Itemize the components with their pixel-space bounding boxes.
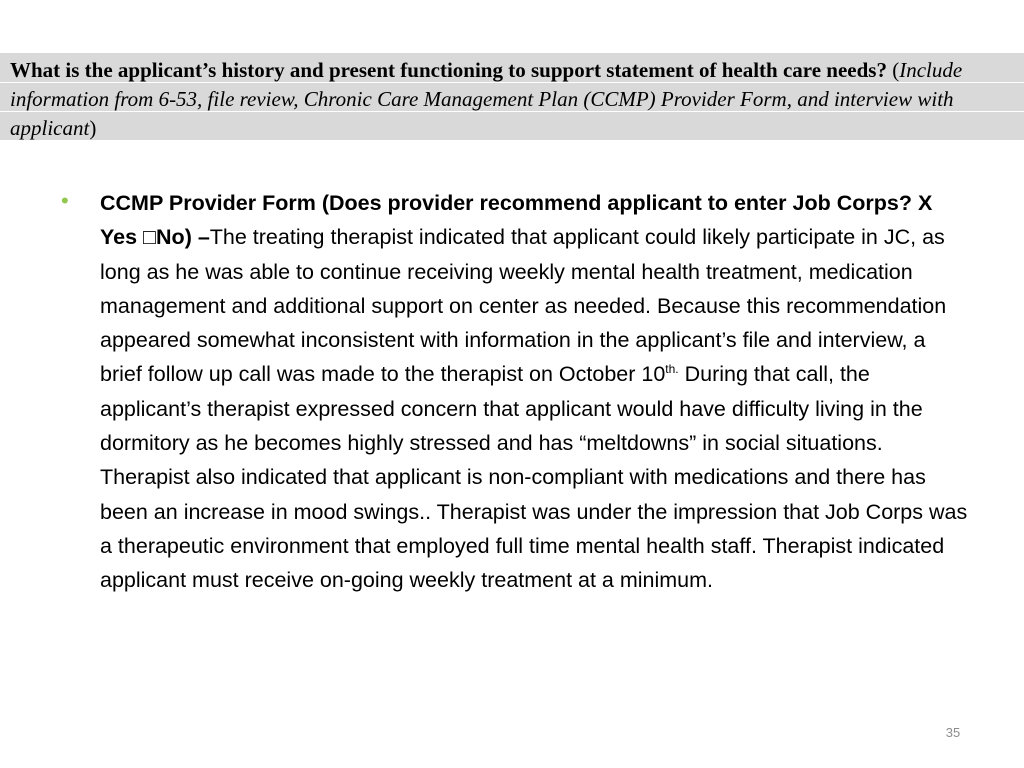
- date-superscript: th.: [665, 362, 679, 377]
- provider-form-lead: CCMP Provider Form (Does provider recommend applicant to enter Job Corps? X Yes □No) –: [100, 191, 933, 250]
- question-paren-close: ): [89, 116, 97, 140]
- question-instructions: Include information from 6-53, file review, Chronic Care Management Plan (CCMP) Provider Form, and interview with applicant: [10, 58, 963, 140]
- question-paren-open: (: [886, 58, 900, 82]
- page-number: 35: [945, 725, 961, 740]
- paragraph-text-part1: The treating therapist indicated that applicant could likely participate in JC, as long as he was able to continue receiving weekly mental health treatment, medication management and additional support on center as needed. Because this recommendation appeared somewhat inconsistent with information in the applicant’s file and interview, a brief follow up call was made to the therapist on October 10: [100, 225, 947, 387]
- question-header: [10, 56, 1010, 143]
- bullet-paragraph: [100, 186, 970, 598]
- paragraph-text-part2: During that call, the applicant’s therapist expressed concern that applicant would have difficulty living in the dormitory as he becomes highly stressed and has “meltdowns” in social situations. Therapist also indicated that applicant is non-compliant with medications and there has been an increase in mood swings.. Therapist was under the impression that Job Corps was a therapeutic environment that employed full time mental health staff. Therapist indicated applicant must receive on-going weekly treatment at a minimum.: [100, 362, 968, 593]
- question-text: What is the applicant’s history and present functioning to support statement of health care needs?: [10, 58, 887, 82]
- bullet-icon: •: [61, 188, 69, 213]
